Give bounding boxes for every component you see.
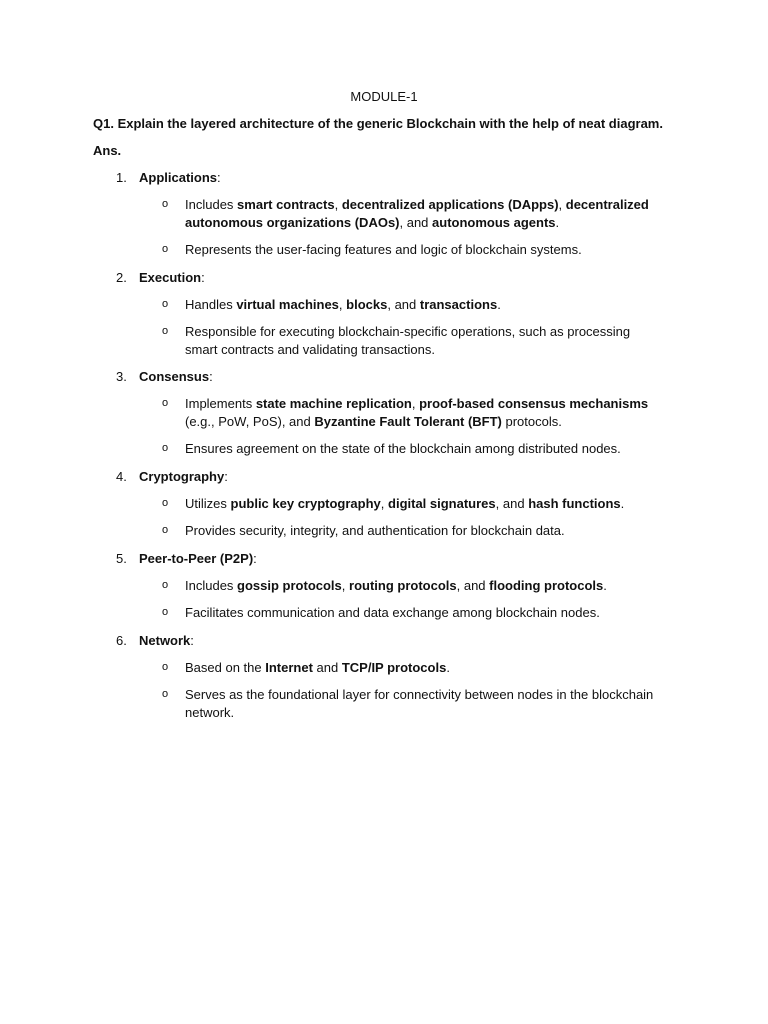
section-peer-to-peer-p2p [0, 550, 768, 622]
section-number: 2. [116, 269, 127, 285]
list-item [0, 440, 768, 458]
list-item-text: Includes smart contracts, decentralized applications (DApps), decentralized autonomous organizations (DAOs), and autonomous agents. [185, 197, 649, 230]
list-item [0, 577, 768, 595]
section-number: 4. [116, 468, 127, 484]
section-title: Execution: [139, 269, 205, 285]
list-item [0, 395, 768, 430]
list-item [0, 522, 768, 540]
section-heading [0, 632, 768, 649]
bullet-icon: o [162, 325, 169, 337]
section-title: Network: [139, 632, 194, 648]
bullet-icon: o [162, 578, 169, 591]
list-item [0, 604, 768, 622]
section-number: 3. [116, 369, 127, 384]
list-item-text: Implements state machine replication, proof-based consensus mechanisms (e.g., PoW, PoS), and Byzantine Fault Tolerant (BFT) protocols. [185, 396, 649, 429]
section-network [0, 632, 768, 722]
bullet-icon: o [162, 524, 169, 536]
list-item-text: Includes gossip protocols, routing protocols, and flooding protocols. [185, 577, 607, 593]
bullet-icon: o [162, 397, 169, 409]
section-consensus [0, 368, 768, 458]
bullet-icon: o [162, 442, 169, 454]
answer-list [0, 169, 768, 731]
section-title: Cryptography: [139, 468, 228, 484]
list-item [0, 686, 768, 721]
section-title: Peer-to-Peer (P2P): [139, 550, 257, 566]
section-title: Applications: [139, 170, 221, 185]
answer-label: Ans. [93, 143, 122, 158]
section-number: 6. [116, 632, 127, 648]
section-heading [0, 169, 768, 186]
bullet-icon: o [162, 496, 169, 509]
bullet-icon: o [162, 660, 169, 673]
list-item-text: Represents the user-facing features and logic of blockchain systems. [185, 242, 582, 257]
list-item-text: Facilitates communication and data exchange among blockchain nodes. [185, 605, 600, 620]
list-item [0, 196, 768, 231]
list-item [0, 296, 768, 314]
section-execution [0, 269, 768, 359]
bullet-icon: o [162, 606, 169, 618]
list-item-text: Provides security, integrity, and authentication for blockchain data. [185, 523, 565, 538]
section-title: Consensus: [139, 369, 213, 384]
list-item-text: Based on the Internet and TCP/IP protocols. [185, 659, 450, 675]
list-item [0, 495, 768, 513]
bullet-icon: o [162, 688, 169, 700]
list-item [0, 241, 768, 259]
list-item-text: Responsible for executing blockchain-specific operations, such as processing smart contracts and validating transactions. [185, 324, 631, 357]
list-item-text: Utilizes public key cryptography, digital signatures, and hash functions. [185, 495, 625, 511]
section-heading [0, 269, 768, 286]
bullet-icon: o [162, 243, 169, 255]
bullet-icon: o [162, 297, 169, 310]
list-item-text: Ensures agreement on the state of the blockchain among distributed nodes. [185, 441, 621, 456]
module-title: MODULE-1 [350, 89, 418, 104]
section-heading [0, 468, 768, 485]
bullet-icon: o [162, 198, 169, 210]
section-heading [0, 368, 768, 385]
section-number: 1. [116, 170, 127, 185]
section-applications [0, 169, 768, 259]
list-item [0, 323, 768, 358]
question-text: Q1. Explain the layered architecture of the generic Blockchain with the help of neat diagram. [93, 116, 663, 131]
section-cryptography [0, 468, 768, 540]
list-item [0, 659, 768, 677]
list-item-text: Handles virtual machines, blocks, and transactions. [185, 296, 501, 312]
section-number: 5. [116, 550, 127, 566]
list-item-text: Serves as the foundational layer for connectivity between nodes in the blockchain network. [185, 687, 654, 720]
section-heading [0, 550, 768, 567]
